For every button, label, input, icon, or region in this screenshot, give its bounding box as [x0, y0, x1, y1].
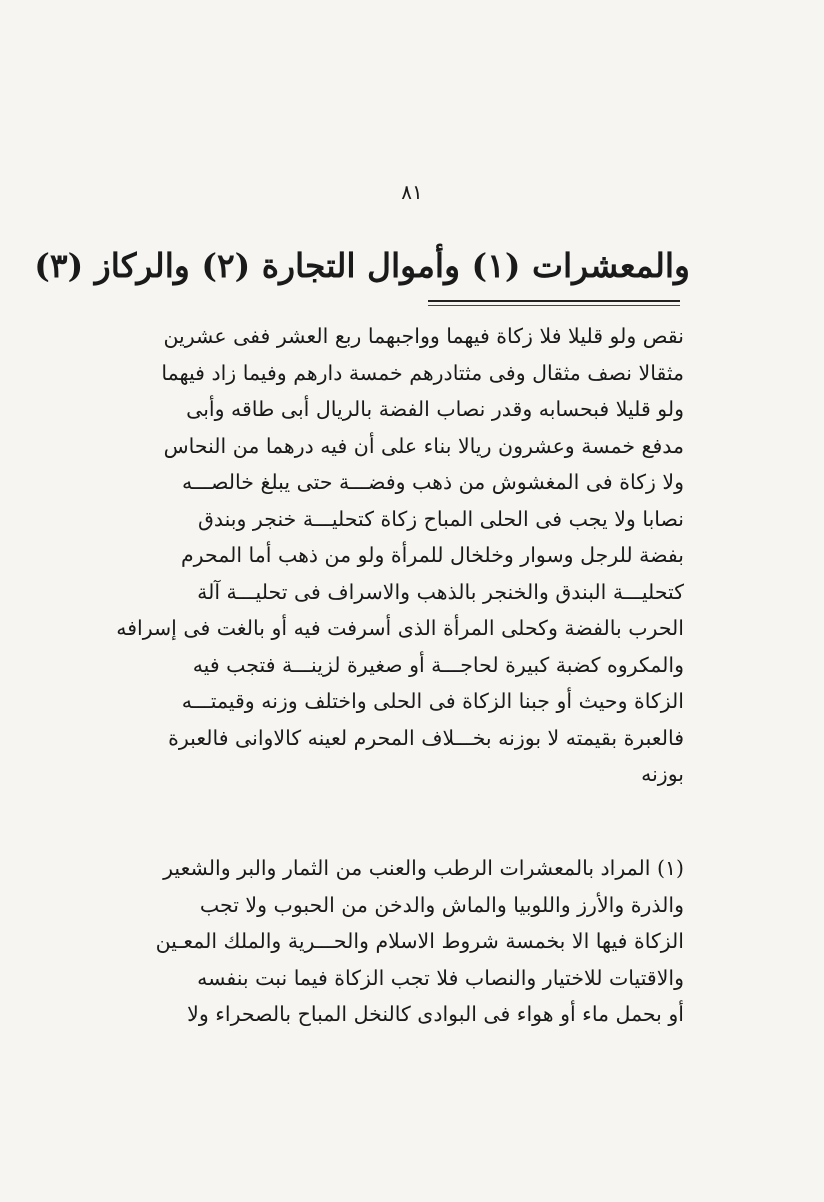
heading-rule-thin [428, 305, 680, 306]
body-line: بفضة للرجل وسوار وخلخال للمرأة ولو من ذهب أما المحرم [180, 543, 684, 567]
body-line: كتحليـــة البندق والخنجر بالذهب والاسراف فى تحليـــة آلة [197, 579, 684, 604]
body-line: بوزنه [641, 762, 684, 786]
page-number: ٨١ [401, 180, 423, 204]
body-line: مدفع خمسة وعشرون ريالا بناء على أن فيه درهما من النحاس [163, 433, 684, 458]
footnote [150, 850, 684, 1033]
body-line: مثقالا نصف مثقال وفى مثتادرهم خمسة دارهم وفيما زاد فيهما [161, 360, 684, 385]
page-heading: والمعشرات (١) وأموال التجارة (٢) والركاز (٣) [34, 246, 690, 285]
footnote-line: (١) المراد بالمعشرات الرطب والعنب من الثمار والبر والشعير [163, 856, 684, 880]
footnote-line: والاقتيات للاختيار والنصاب فلا تجب الزكاة فيما نبت بنفسه [197, 965, 684, 990]
body-line: ولا زكاة فى المغشوش من ذهب وفضـــة حتى يبلغ خالصـــه [182, 470, 684, 494]
footnote-line: الزكاة فيها الا بخمسة شروط الاسلام والحـــرية والملك المعـين [155, 929, 684, 953]
body-line: فالعبرة بقيمته لا بوزنه بخـــلاف المحرم لعينه كالاوانى فالعبرة [168, 725, 684, 750]
body-line: والمكروه كضبة كبيرة لحاجـــة أو صغيرة لزينـــة فتجب فيه [192, 652, 684, 677]
footnote-line: والذرة والأرز واللوبيا والماش والدخن من الحبوب ولا تجب [199, 892, 684, 917]
body-line: الزكاة وحيث أو جبنا الزكاة فى الحلى واختلف وزنه وقيمتـــه [181, 689, 684, 713]
body-line: نقص ولو قليلا فلا زكاة فيهما وواجبهما ربع العشر ففى عشرين [163, 324, 684, 348]
body-line: الحرب بالفضة وكحلى المرأة الذى أسرفت فيه أو بالغت فى إسرافه [116, 616, 684, 640]
heading-rule [428, 300, 680, 302]
body-line: نصابا ولا يجب فى الحلى المباح زكاة كتحليـــة خنجر وبندق [197, 506, 684, 531]
body-text [116, 318, 684, 793]
body-line: ولو قليلا فبحسابه وقدر نصاب الفضة بالريال أبى طاقه وأبى [186, 397, 684, 421]
footnote-line: أو بحمل ماء أو هواء فى البوادى كالنخل المباح بالصحراء ولا [187, 1002, 684, 1026]
